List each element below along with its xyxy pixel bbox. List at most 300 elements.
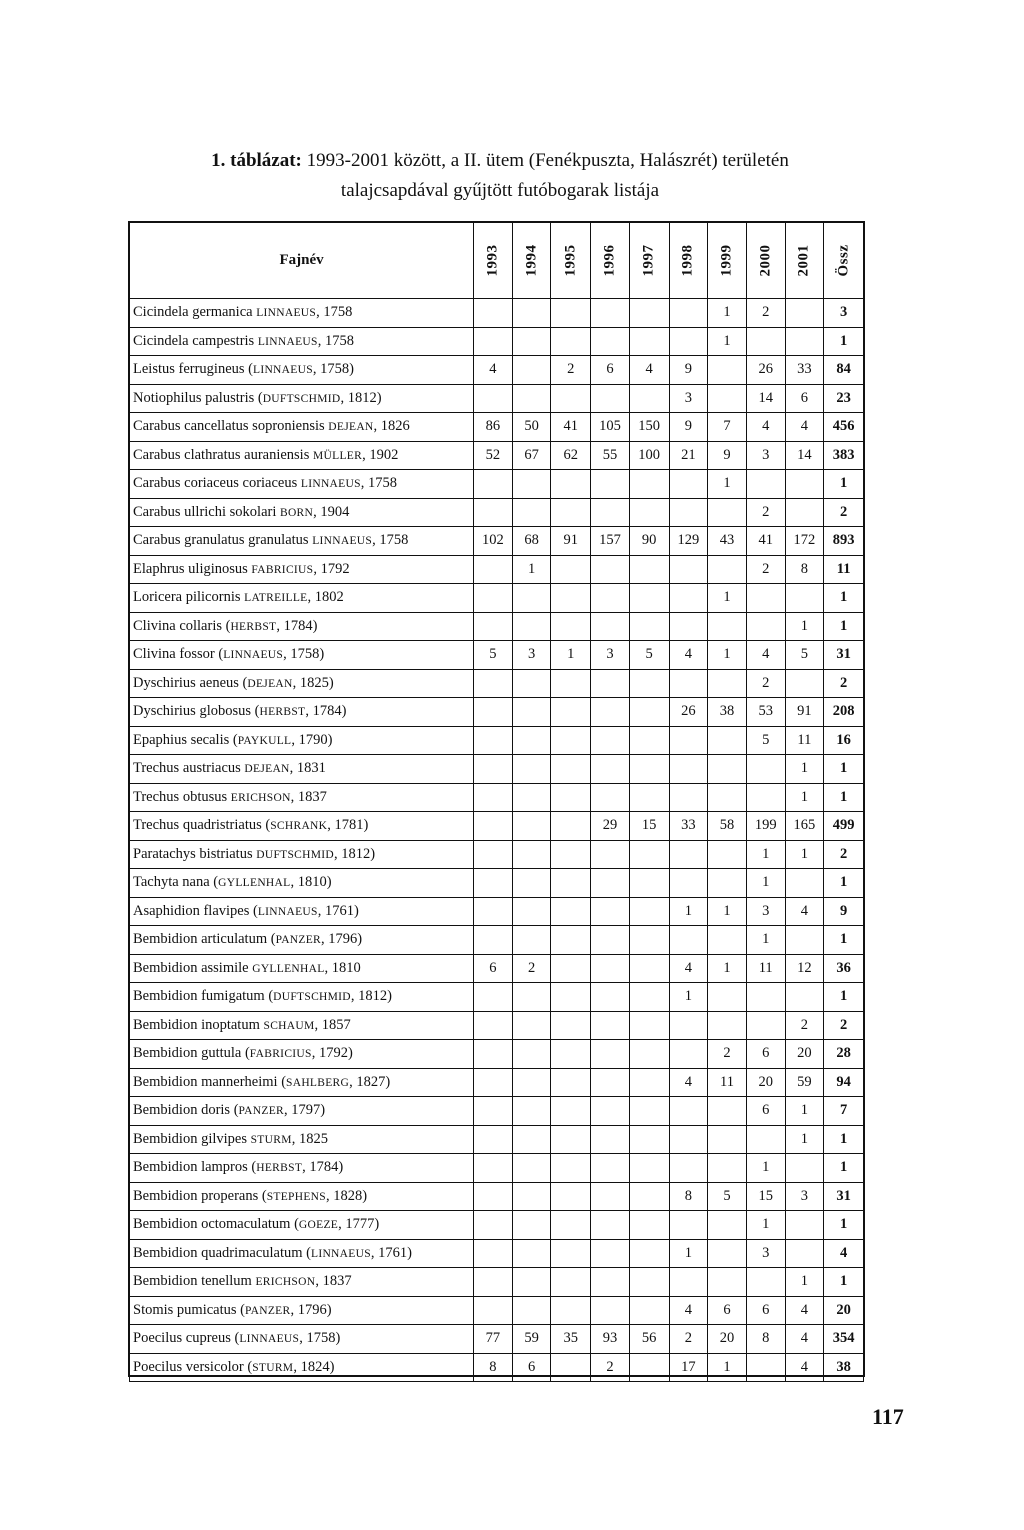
count-cell	[746, 584, 785, 613]
count-cell: 157	[591, 527, 630, 556]
count-cell: 90	[629, 527, 669, 556]
species-name: Bembidion mannerheimi (	[133, 1073, 287, 1090]
species-year: , 1792	[313, 560, 350, 577]
count-cell: 77	[474, 1325, 513, 1354]
count-cell	[708, 498, 747, 527]
count-cell: 2	[708, 1040, 747, 1069]
count-cell	[746, 1353, 785, 1382]
table-row	[130, 812, 864, 841]
count-cell	[785, 498, 824, 527]
count-cell: 105	[591, 413, 630, 442]
species-author: LATREILLE	[244, 592, 308, 605]
count-cell: 129	[669, 527, 708, 556]
count-cell	[474, 1068, 513, 1097]
species-author: ERICHSON	[230, 791, 291, 804]
species-author: BORN	[279, 506, 314, 519]
count-cell	[551, 1125, 591, 1154]
count-cell	[512, 612, 551, 641]
species-name: Poecilus versicolor (	[133, 1358, 253, 1375]
species-name: Bembidion inoptatum	[133, 1016, 264, 1033]
count-cell	[512, 897, 551, 926]
count-cell: 91	[551, 527, 591, 556]
header-year-label: 2001	[795, 244, 812, 277]
species-name: Bembidion quadrimaculatum (	[133, 1244, 311, 1261]
count-cell	[551, 840, 591, 869]
count-cell	[785, 983, 824, 1012]
count-cell: 1	[708, 954, 747, 983]
count-cell	[591, 755, 630, 784]
count-cell: 6	[746, 1040, 785, 1069]
species-name-cell	[130, 1353, 474, 1382]
total-cell: 3	[824, 299, 864, 328]
count-cell	[551, 299, 591, 328]
species-year: , 1825	[291, 1130, 328, 1147]
count-cell	[474, 669, 513, 698]
count-cell	[708, 356, 747, 385]
count-cell	[591, 384, 630, 413]
table-row	[130, 1325, 864, 1354]
total-cell: 1	[824, 1268, 864, 1297]
count-cell	[474, 812, 513, 841]
species-year: , 1784)	[305, 703, 347, 720]
count-cell: 41	[551, 413, 591, 442]
count-cell: 4	[474, 356, 513, 385]
species-year: , 1792)	[311, 1045, 353, 1062]
species-name-cell	[130, 1097, 474, 1126]
caption-line-2: talajcsapdával gyűjtött futóbogarak listája	[340, 180, 660, 201]
count-cell	[591, 1296, 630, 1325]
table-row	[130, 527, 864, 556]
count-cell	[708, 1154, 747, 1183]
count-cell	[591, 698, 630, 727]
species-year: , 1781)	[327, 817, 369, 834]
species-author: LINNAEUS	[239, 1333, 300, 1346]
total-cell: 4	[824, 1239, 864, 1268]
table-row	[130, 555, 864, 584]
count-cell	[512, 584, 551, 613]
count-cell	[474, 698, 513, 727]
species-year: , 1758)	[312, 361, 354, 378]
total-cell: 383	[824, 441, 864, 470]
species-name-cell	[130, 299, 474, 328]
count-cell: 62	[551, 441, 591, 470]
count-cell	[708, 1211, 747, 1240]
species-name: Bembidion assimile	[133, 959, 253, 976]
total-cell: 11	[824, 555, 864, 584]
species-year: , 1902	[362, 446, 399, 463]
total-cell: 456	[824, 413, 864, 442]
count-cell: 8	[746, 1325, 785, 1354]
count-cell	[591, 1068, 630, 1097]
species-author: SCHRANK	[270, 820, 328, 833]
species-name-cell	[130, 954, 474, 983]
species-name-cell	[130, 726, 474, 755]
table-row	[130, 669, 864, 698]
count-cell: 26	[669, 698, 708, 727]
species-year: , 1796)	[321, 931, 363, 948]
total-cell: 38	[824, 1353, 864, 1382]
header-total-label: Össz	[835, 244, 852, 277]
species-name-cell	[130, 869, 474, 898]
total-cell: 2	[824, 840, 864, 869]
species-author: LINNAEUS	[223, 649, 284, 662]
count-cell	[474, 869, 513, 898]
count-cell	[551, 327, 591, 356]
count-cell: 3	[746, 441, 785, 470]
header-year-label: 1997	[640, 244, 657, 277]
total-cell: 9	[824, 897, 864, 926]
count-cell	[512, 926, 551, 955]
count-cell	[785, 584, 824, 613]
count-cell	[551, 1353, 591, 1382]
table-row	[130, 1211, 864, 1240]
count-cell	[669, 1040, 708, 1069]
species-author: DUFTSCHMID	[273, 991, 351, 1004]
count-cell: 33	[785, 356, 824, 385]
species-name: Paratachys bistriatus	[133, 845, 257, 862]
count-cell	[785, 669, 824, 698]
count-cell	[669, 584, 708, 613]
count-cell	[629, 1011, 669, 1040]
count-cell	[629, 869, 669, 898]
species-name-cell	[130, 1068, 474, 1097]
count-cell: 7	[708, 413, 747, 442]
count-cell	[669, 783, 708, 812]
count-cell	[551, 1268, 591, 1297]
species-name-cell	[130, 1011, 474, 1040]
count-cell	[785, 1154, 824, 1183]
count-cell	[708, 755, 747, 784]
count-cell	[785, 869, 824, 898]
count-cell: 58	[708, 812, 747, 841]
count-cell: 59	[785, 1068, 824, 1097]
species-year: , 1831	[289, 760, 326, 777]
count-cell	[551, 1239, 591, 1268]
count-cell: 8	[669, 1182, 708, 1211]
total-cell: 1	[824, 755, 864, 784]
table-row	[130, 498, 864, 527]
species-year: , 1824)	[293, 1358, 335, 1375]
count-cell	[591, 1125, 630, 1154]
count-cell: 6	[512, 1353, 551, 1382]
count-cell	[669, 1154, 708, 1183]
table-row	[130, 983, 864, 1012]
count-cell: 9	[708, 441, 747, 470]
count-cell: 150	[629, 413, 669, 442]
count-cell	[474, 612, 513, 641]
count-cell	[474, 384, 513, 413]
species-name: Poecilus cupreus (	[133, 1330, 240, 1347]
table-caption	[130, 146, 870, 206]
count-cell	[512, 698, 551, 727]
species-year: , 1826	[373, 418, 410, 435]
table-row	[130, 783, 864, 812]
total-cell: 1	[824, 612, 864, 641]
header-year	[629, 223, 669, 299]
count-cell	[669, 1125, 708, 1154]
species-name: Dyschirius aeneus (	[133, 674, 248, 691]
count-cell	[474, 840, 513, 869]
count-cell: 5	[708, 1182, 747, 1211]
species-year: , 1777)	[338, 1216, 380, 1233]
species-name: Asaphidion flavipes (	[133, 902, 258, 919]
count-cell: 3	[591, 641, 630, 670]
species-name: Trechus quadristriatus (	[133, 817, 271, 834]
header-year-label: 1994	[523, 244, 540, 277]
species-author: LINNAEUS	[311, 1247, 371, 1260]
table-row	[130, 1268, 864, 1297]
species-author: DEJEAN	[247, 677, 293, 690]
count-cell	[708, 840, 747, 869]
count-cell	[551, 470, 591, 499]
count-cell: 1	[708, 641, 747, 670]
table-row	[130, 470, 864, 499]
total-cell: 31	[824, 641, 864, 670]
species-name: Bembidion tenellum	[133, 1273, 256, 1290]
count-cell: 1	[512, 555, 551, 584]
count-cell	[474, 1239, 513, 1268]
species-name-cell	[130, 384, 474, 413]
count-cell	[629, 1125, 669, 1154]
count-cell	[708, 983, 747, 1012]
total-cell: 208	[824, 698, 864, 727]
species-author: ERICHSON	[255, 1276, 316, 1289]
species-year: , 1758	[360, 475, 398, 492]
species-year: , 1758	[316, 304, 353, 321]
header-year	[512, 223, 551, 299]
count-cell: 4	[785, 1325, 824, 1354]
count-cell: 2	[746, 555, 785, 584]
count-cell	[474, 897, 513, 926]
total-cell: 2	[824, 1011, 864, 1040]
count-cell	[591, 612, 630, 641]
total-cell: 1	[824, 783, 864, 812]
total-cell: 1	[824, 983, 864, 1012]
caption-label: 1. táblázat:	[211, 150, 302, 171]
count-cell	[746, 983, 785, 1012]
count-cell: 1	[669, 897, 708, 926]
count-cell	[629, 755, 669, 784]
count-cell: 199	[746, 812, 785, 841]
species-name: Bembidion octomaculatum (	[133, 1216, 299, 1233]
species-year: , 1825)	[292, 674, 334, 691]
count-cell: 1	[708, 327, 747, 356]
header-year	[708, 223, 747, 299]
species-name-cell	[130, 413, 474, 442]
count-cell	[474, 1040, 513, 1069]
count-cell: 2	[746, 669, 785, 698]
species-author: SCHAUM	[263, 1019, 315, 1032]
species-author: PAYKULL	[237, 734, 292, 747]
species-name: Carabus ullrichi sokolari	[133, 503, 280, 520]
table-row	[130, 584, 864, 613]
total-cell: 84	[824, 356, 864, 385]
count-cell	[785, 1239, 824, 1268]
species-name: Bembidion guttula (	[133, 1045, 250, 1062]
count-cell	[551, 698, 591, 727]
species-year: , 1761)	[317, 902, 359, 919]
count-cell: 1	[746, 1211, 785, 1240]
count-cell	[629, 1239, 669, 1268]
table-row	[130, 1068, 864, 1097]
table-row	[130, 897, 864, 926]
count-cell: 53	[746, 698, 785, 727]
count-cell	[708, 1268, 747, 1297]
species-year: , 1810)	[290, 874, 332, 891]
count-cell: 4	[785, 1296, 824, 1325]
count-cell: 11	[746, 954, 785, 983]
table-row	[130, 299, 864, 328]
total-cell: 1	[824, 869, 864, 898]
total-cell: 20	[824, 1296, 864, 1325]
count-cell	[629, 584, 669, 613]
count-cell	[474, 1268, 513, 1297]
count-cell	[669, 498, 708, 527]
species-year: , 1812)	[350, 988, 393, 1005]
count-cell: 55	[591, 441, 630, 470]
species-author: LINNAEUS	[253, 364, 313, 377]
table-row	[130, 1040, 864, 1069]
count-cell: 5	[629, 641, 669, 670]
count-cell	[669, 1268, 708, 1297]
count-cell: 4	[669, 641, 708, 670]
count-cell: 11	[708, 1068, 747, 1097]
count-cell: 1	[785, 840, 824, 869]
species-name-cell	[130, 327, 474, 356]
count-cell	[629, 384, 669, 413]
count-cell: 20	[785, 1040, 824, 1069]
count-cell: 5	[785, 641, 824, 670]
species-year: , 1828)	[325, 1187, 368, 1204]
count-cell: 172	[785, 527, 824, 556]
table-row	[130, 641, 864, 670]
table-row	[130, 1353, 864, 1382]
count-cell: 1	[785, 755, 824, 784]
count-cell	[708, 1011, 747, 1040]
count-cell: 15	[746, 1182, 785, 1211]
count-cell	[669, 555, 708, 584]
count-cell	[629, 327, 669, 356]
species-name: Leistus ferrugineus (	[133, 361, 253, 378]
species-year: , 1827)	[349, 1073, 391, 1090]
count-cell: 1	[746, 1154, 785, 1183]
count-cell	[474, 783, 513, 812]
species-name-cell	[130, 983, 474, 1012]
species-author: PANZER	[244, 1304, 291, 1317]
species-name: Notiophilus palustris (	[133, 389, 263, 406]
total-cell: 16	[824, 726, 864, 755]
species-year: , 1797)	[284, 1102, 326, 1119]
count-cell	[629, 783, 669, 812]
count-cell	[591, 1211, 630, 1240]
count-cell	[551, 555, 591, 584]
count-cell	[591, 726, 630, 755]
table-row	[130, 926, 864, 955]
count-cell	[512, 669, 551, 698]
species-author: SAHLBERG	[286, 1076, 350, 1089]
count-cell	[474, 299, 513, 328]
count-cell	[708, 1239, 747, 1268]
species-author: MÜLLER	[312, 449, 363, 462]
total-cell: 7	[824, 1097, 864, 1126]
table-row	[130, 1097, 864, 1126]
count-cell	[551, 755, 591, 784]
species-year: , 1761)	[370, 1244, 412, 1261]
table-row	[130, 612, 864, 641]
count-cell	[591, 470, 630, 499]
table-row	[130, 755, 864, 784]
count-cell	[512, 783, 551, 812]
count-cell: 9	[669, 356, 708, 385]
count-cell	[551, 869, 591, 898]
total-cell: 893	[824, 527, 864, 556]
count-cell	[512, 384, 551, 413]
count-cell	[708, 1125, 747, 1154]
count-cell	[708, 869, 747, 898]
count-cell	[629, 1068, 669, 1097]
count-cell: 4	[669, 1296, 708, 1325]
count-cell: 4	[746, 641, 785, 670]
count-cell	[474, 1154, 513, 1183]
count-cell	[669, 612, 708, 641]
count-cell	[591, 498, 630, 527]
count-cell: 3	[785, 1182, 824, 1211]
count-cell: 4	[669, 954, 708, 983]
count-cell: 1	[785, 1268, 824, 1297]
count-cell: 8	[474, 1353, 513, 1382]
count-cell: 17	[669, 1353, 708, 1382]
species-year: , 1812)	[340, 389, 382, 406]
count-cell	[474, 555, 513, 584]
species-name-cell	[130, 641, 474, 670]
count-cell	[785, 926, 824, 955]
count-cell	[551, 926, 591, 955]
header-year-label: 1993	[484, 244, 501, 277]
species-name: Carabus cancellatus soproniensis	[133, 418, 329, 435]
count-cell	[629, 1154, 669, 1183]
table-body	[130, 299, 864, 1382]
count-cell	[512, 1239, 551, 1268]
species-name: Bembidion properans (	[133, 1187, 267, 1204]
table-row	[130, 1182, 864, 1211]
count-cell: 6	[591, 356, 630, 385]
species-name-cell	[130, 1296, 474, 1325]
count-cell	[591, 954, 630, 983]
table-row	[130, 327, 864, 356]
count-cell	[512, 1011, 551, 1040]
count-cell	[785, 299, 824, 328]
count-cell	[746, 327, 785, 356]
count-cell	[512, 1040, 551, 1069]
count-cell	[591, 1239, 630, 1268]
species-name-cell	[130, 669, 474, 698]
count-cell	[669, 1097, 708, 1126]
species-year: , 1802	[307, 589, 344, 606]
species-author: DUFTSCHMID	[256, 848, 334, 861]
count-cell: 2	[746, 299, 785, 328]
count-cell	[708, 555, 747, 584]
count-cell	[629, 1040, 669, 1069]
total-cell: 1	[824, 584, 864, 613]
count-cell	[629, 1268, 669, 1297]
header-year-label: 1999	[718, 244, 735, 277]
species-author: GYLLENHAL	[218, 877, 291, 890]
total-cell: 31	[824, 1182, 864, 1211]
count-cell	[551, 897, 591, 926]
total-cell: 499	[824, 812, 864, 841]
count-cell: 3	[512, 641, 551, 670]
species-name-cell	[130, 755, 474, 784]
